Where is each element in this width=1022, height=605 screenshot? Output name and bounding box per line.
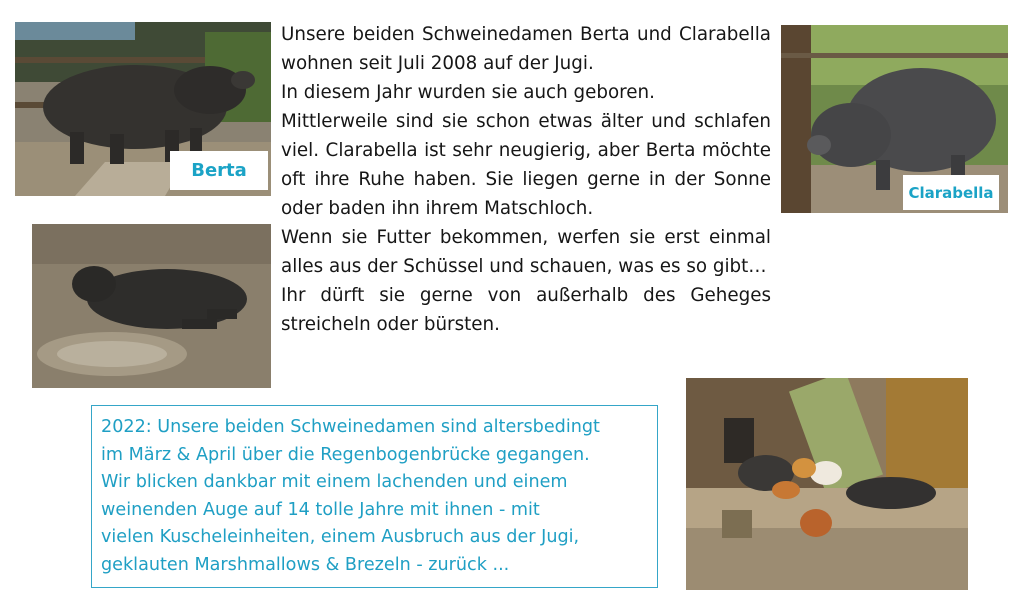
mud-bath-photo xyxy=(32,224,271,388)
pigs-and-chickens-photo xyxy=(686,378,968,590)
memorial-line: weinenden Auge auf 14 tolle Jahre mit ihnen - mit xyxy=(101,499,540,520)
article-paragraph: Mittlerweile sind sie schon etwas älter und schlafen viel. Clarabella ist sehr neugierig, aber Berta möchte oft ihre Ruhe haben. Sie liegen gerne in der Sonne oder baden ihn ihrem Matschloch. xyxy=(281,111,771,219)
article-paragraph: Unsere beiden Schweinedamen Berta und Clarabella wohnen seit Juli 2008 auf der Jugi. xyxy=(281,24,771,74)
article-paragraph: In diesem Jahr wurden sie auch geboren. xyxy=(281,82,655,103)
memorial-box xyxy=(91,405,658,588)
berta-label: Berta xyxy=(170,151,268,190)
memorial-line: Wir blicken dankbar mit einem lachenden und einem xyxy=(101,472,568,493)
clarabella-label: Clarabella xyxy=(903,175,999,210)
memorial-line: im März & April über die Regenbogenbrücke gegangen. xyxy=(101,444,590,465)
article-paragraph: Wenn sie Futter bekommen, werfen sie erst einmal alles aus der Schüssel und schauen, was es so gibt… xyxy=(281,227,771,277)
memorial-line: vielen Kuscheleinheiten, einem Ausbruch aus der Jugi, xyxy=(101,527,580,548)
article-text xyxy=(281,20,771,339)
article-paragraph: Ihr dürft sie gerne von außerhalb des Geheges streicheln oder bürsten. xyxy=(281,285,771,335)
memorial-line: 2022: Unsere beiden Schweinedamen sind altersbedingt xyxy=(101,417,600,437)
memorial-line: geklauten Marshmallows & Brezeln - zurück ... xyxy=(101,554,510,575)
